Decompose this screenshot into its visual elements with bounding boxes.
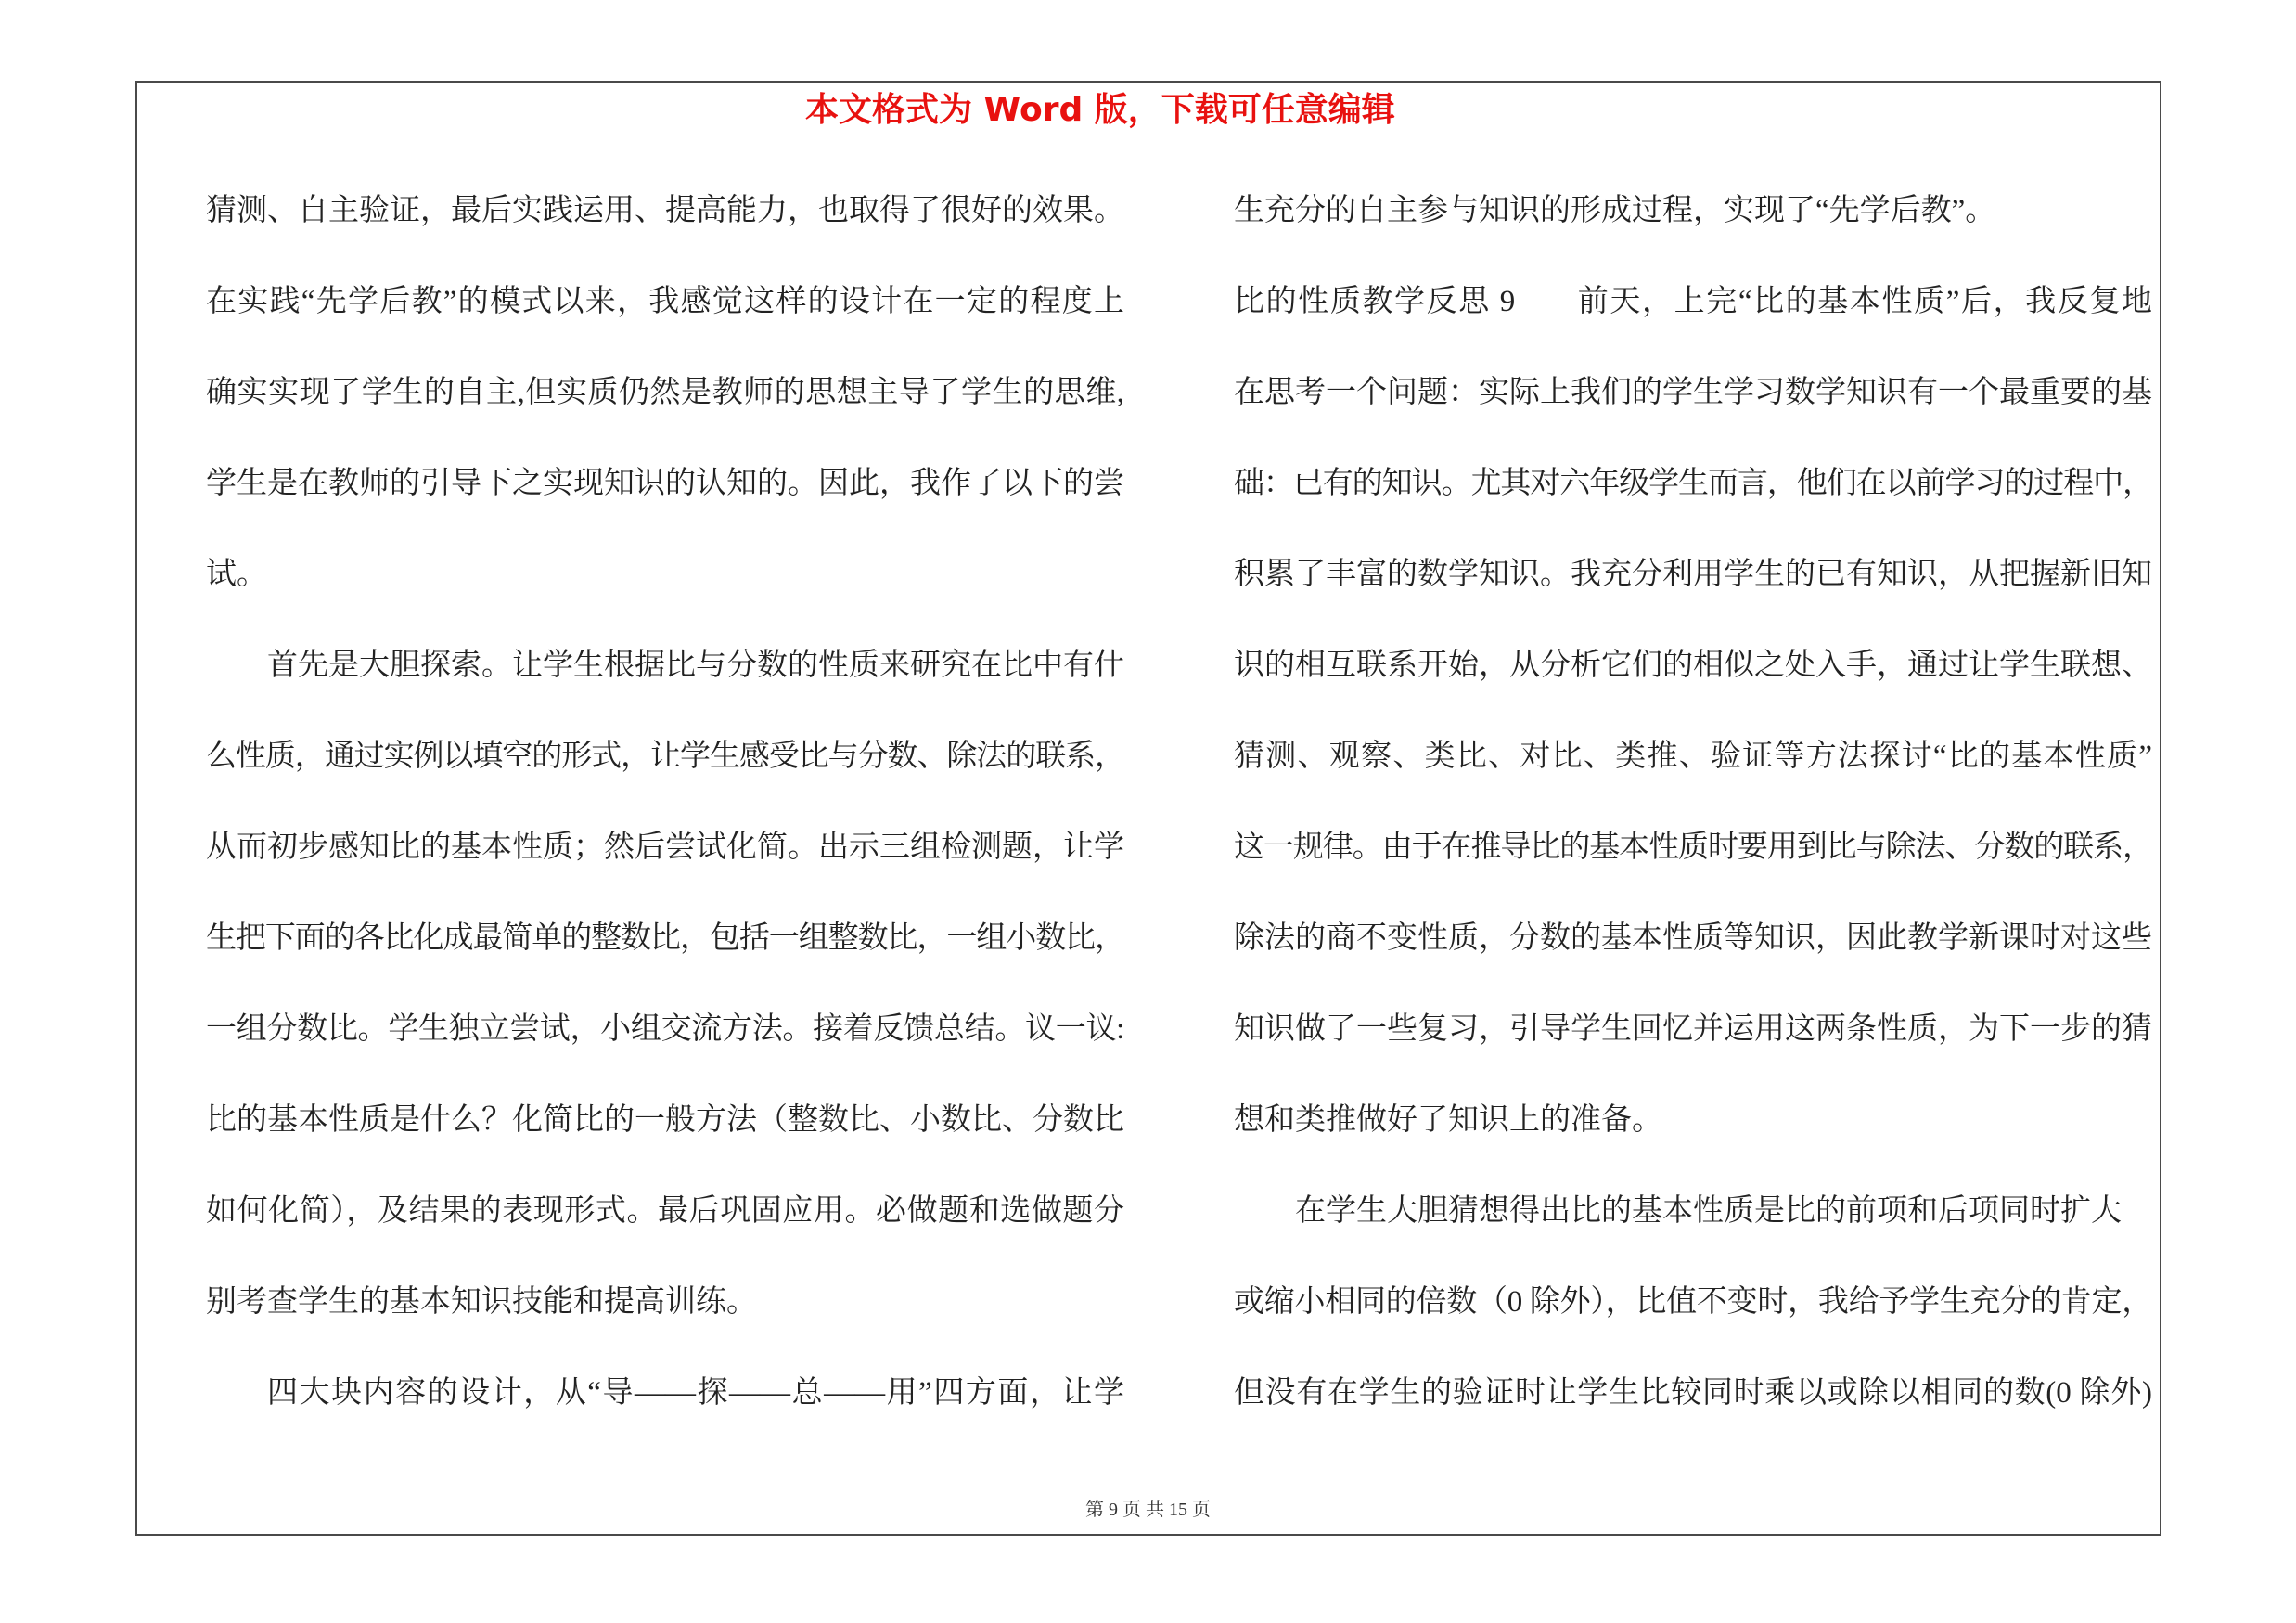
paragraph — [1234, 165, 2152, 256]
text-line: 或缩小相同的倍数（0 除外），比值不变时，我给予学生充分的肯定， — [1234, 1285, 2152, 1319]
text-line: 从而初步感知比的基本性质；然后尝试化简。出示三组检测题，让学 — [206, 831, 1124, 864]
section-title: 比的性质教学反思 9 — [1234, 285, 1516, 318]
text-line: 确实实现了学生的自主,但实质仍然是教师的思想主导了学生的思维, — [206, 376, 1124, 409]
text-line: 这一规律。由于在推导比的基本性质时要用到比与除法、分数的联系， — [1234, 831, 2152, 864]
text-line: 生把下面的各比化成最简单的整数比，包括一组整数比，一组小数比， — [206, 921, 1124, 955]
text-line: 首先是大胆探索。让学生根据比与分数的性质来研究在比中有什 — [267, 649, 1124, 682]
text-line: 猜测、观察、类比、对比、类推、验证等方法探讨“比的基本性质” — [1234, 740, 2152, 773]
text-line: 一组分数比。学生独立尝试，小组交流方法。接着反馈总结。议一议: — [206, 1012, 1124, 1046]
text-line: 在实践“先学后教”的模式以来，我感觉这样的设计在一定的程度上 — [206, 285, 1124, 318]
right-column — [1234, 165, 2152, 1438]
text-line: 么性质，通过实例以填空的形式，让学生感受比与分数、除法的联系， — [206, 740, 1124, 773]
text-line: 如何化简），及结果的表现形式。最后巩固应用。必做题和选做题分 — [206, 1194, 1124, 1228]
text-line: 比的基本性质是什么？化简比的一般方法（整数比、小数比、分数比 — [206, 1103, 1124, 1137]
paragraph — [206, 620, 1124, 1347]
paragraph — [206, 165, 1124, 620]
text-line: 想和类推做好了知识上的准备。 — [1234, 1103, 1662, 1137]
text-line: 识的相互联系开始，从分析它们的相似之处入手，通过让学生联想、 — [1234, 649, 2152, 682]
paragraph — [206, 1347, 1124, 1438]
text-line: 别考查学生的基本知识技能和提高训练。 — [206, 1285, 757, 1319]
format-notice: 本文格式为 Word 版，下载可任意编辑 — [805, 91, 1395, 129]
text-line: 除法的商不变性质，分数的基本性质等知识，因此教学新课时对这些 — [1234, 921, 2152, 955]
text-line: 生充分的自主参与知识的形成过程，实现了“先学后教”。 — [1234, 194, 1996, 227]
text-line: 猜测、自主验证，最后实践运用、提高能力，也取得了很好的效果。 — [206, 194, 1124, 227]
page-number: 第 9 页 共 15 页 — [1085, 1500, 1211, 1520]
left-column — [206, 165, 1124, 1438]
text-line: 础：已有的知识。尤其对六年级学生而言，他们在以前学习的过程中， — [1234, 467, 2152, 500]
text-line: 但没有在学生的验证时让学生比较同时乘以或除以相同的数(0 除外) — [1234, 1376, 2152, 1410]
paragraph — [1234, 1166, 2152, 1438]
text-line: 在思考一个问题：实际上我们的学生学习数学知识有一个最重要的基 — [1234, 376, 2152, 409]
text-line: 积累了丰富的数学知识。我充分利用学生的已有知识，从把握新旧知 — [1234, 558, 2152, 591]
text-run: 前天，上完“比的基本性质”后，我反复地 — [1576, 285, 2153, 318]
text-line: 学生是在教师的引导下之实现知识的认知的。因此，我作了以下的尝 — [206, 467, 1124, 500]
text-line: 知识做了一些复习，引导学生回忆并运用这两条性质，为下一步的猜 — [1234, 1012, 2152, 1046]
paragraph — [1234, 256, 2152, 1166]
text-line — [1234, 256, 2152, 347]
text-line: 试。 — [206, 558, 267, 591]
text-line: 在学生大胆猜想得出比的基本性质是比的前项和后项同时扩大 — [1295, 1194, 2122, 1228]
text-line: 四大块内容的设计，从“导——探——总——用”四方面，让学 — [267, 1376, 1124, 1410]
